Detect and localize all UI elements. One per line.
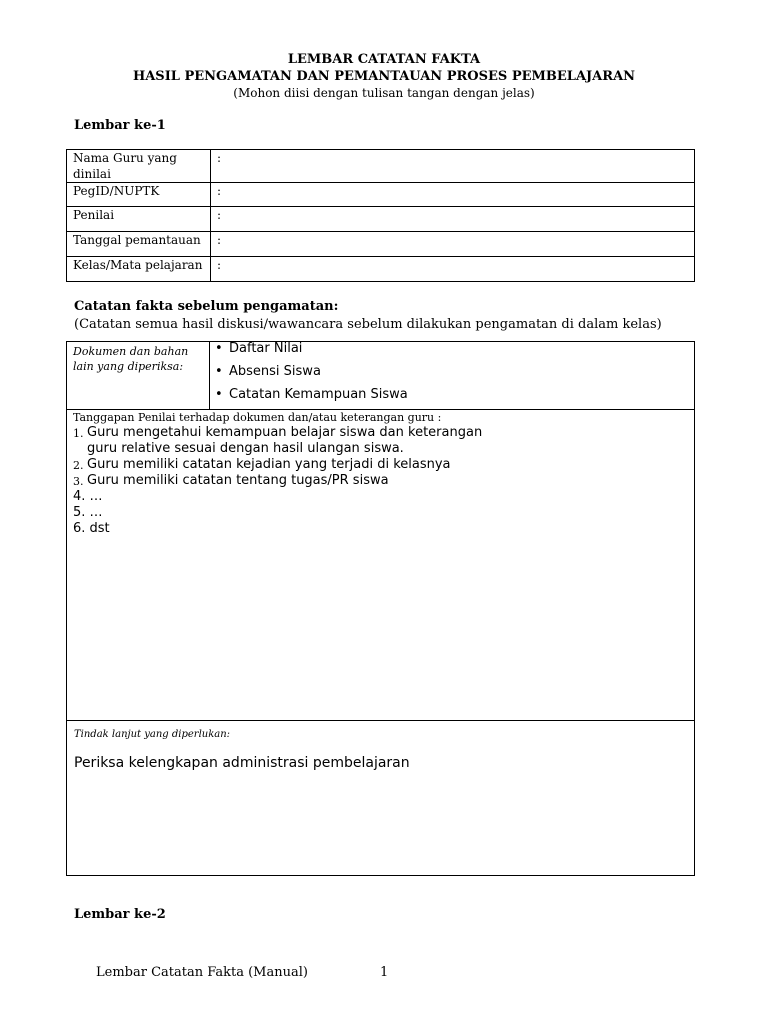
identity-row (67, 183, 695, 207)
response-item (73, 505, 694, 521)
response-text: Guru memiliki catatan kejadian yang terjadi di kelasnya (87, 457, 451, 472)
response-item (73, 425, 694, 441)
document-subtitle: HASIL PENGAMATAN DAN PEMANTAUAN PROSES PEMBELAJARAN (132, 69, 636, 84)
documents-label: Dokumen dan bahan lain yang diperiksa: (67, 342, 210, 409)
response-text: 4. … (73, 489, 103, 504)
notes-heading: Catatan fakta sebelum pengamatan: (74, 299, 339, 314)
response-number: 3. (73, 475, 84, 488)
followup-box[interactable] (66, 720, 695, 876)
response-box[interactable] (66, 409, 695, 721)
sheet2-heading: Lembar ke-2 (74, 907, 166, 922)
document-title: LEMBAR CATATAN FAKTA (287, 52, 481, 67)
document-item-label: Daftar Nilai (229, 341, 303, 356)
document-instruction: (Mohon diisi dengan tulisan tangan dengan jelas) (233, 86, 535, 100)
identity-table (66, 149, 695, 282)
response-item (73, 473, 694, 489)
identity-value-field[interactable]: : (211, 257, 695, 282)
identity-value-field[interactable]: : (211, 232, 695, 257)
document-item-label: Absensi Siswa (229, 364, 321, 379)
response-number: 2. (73, 459, 84, 472)
documents-list (211, 342, 694, 409)
response-text: Guru memiliki catatan tentang tugas/PR siswa (87, 473, 389, 488)
identity-label: PegID/NUPTK (67, 183, 211, 207)
document-item (215, 361, 690, 383)
identity-value-field[interactable]: : (211, 207, 695, 232)
bullet-icon: • (215, 364, 223, 379)
followup-text: Periksa kelengkapan administrasi pembelajaran (74, 755, 410, 771)
response-text: Guru mengetahui kemampuan belajar siswa dan keterangan (87, 425, 483, 440)
document-item (215, 338, 690, 360)
identity-label: Penilai (67, 207, 211, 232)
identity-row (67, 150, 695, 183)
followup-label: Tindak lanjut yang diperlukan: (74, 729, 231, 740)
page-number: 1 (380, 965, 389, 980)
identity-row (67, 257, 695, 282)
response-text: 5. … (73, 505, 103, 520)
response-item (73, 521, 694, 537)
response-item-continuation (73, 441, 694, 457)
bullet-icon: • (215, 387, 223, 402)
identity-label: Tanggal pemantauan (67, 232, 211, 257)
identity-value-field[interactable]: : (211, 183, 695, 207)
response-label: Tanggapan Penilai terhadap dokumen dan/atau keterangan guru : (73, 411, 442, 424)
response-text: guru relative sesuai dengan hasil ulangan siswa. (87, 441, 404, 456)
identity-label: Nama Guru yang dinilai (67, 150, 211, 183)
identity-row (67, 232, 695, 257)
response-item (73, 489, 694, 505)
response-item (73, 457, 694, 473)
identity-row (67, 207, 695, 232)
footer-text: Lembar Catatan Fakta (Manual) (96, 965, 308, 980)
bullet-icon: • (215, 341, 223, 356)
response-text: 6. dst (73, 521, 110, 536)
document-item (215, 384, 690, 406)
identity-label: Kelas/Mata pelajaran (67, 257, 211, 282)
documents-box (66, 341, 695, 410)
document-item-label: Catatan Kemampuan Siswa (229, 387, 408, 402)
sheet1-heading: Lembar ke-1 (74, 118, 166, 133)
identity-value-field[interactable]: : (211, 150, 695, 183)
response-number: 1. (73, 427, 84, 440)
response-list (67, 425, 694, 537)
notes-subheading: (Catatan semua hasil diskusi/wawancara sebelum dilakukan pengamatan di dalam kelas) (74, 317, 662, 332)
